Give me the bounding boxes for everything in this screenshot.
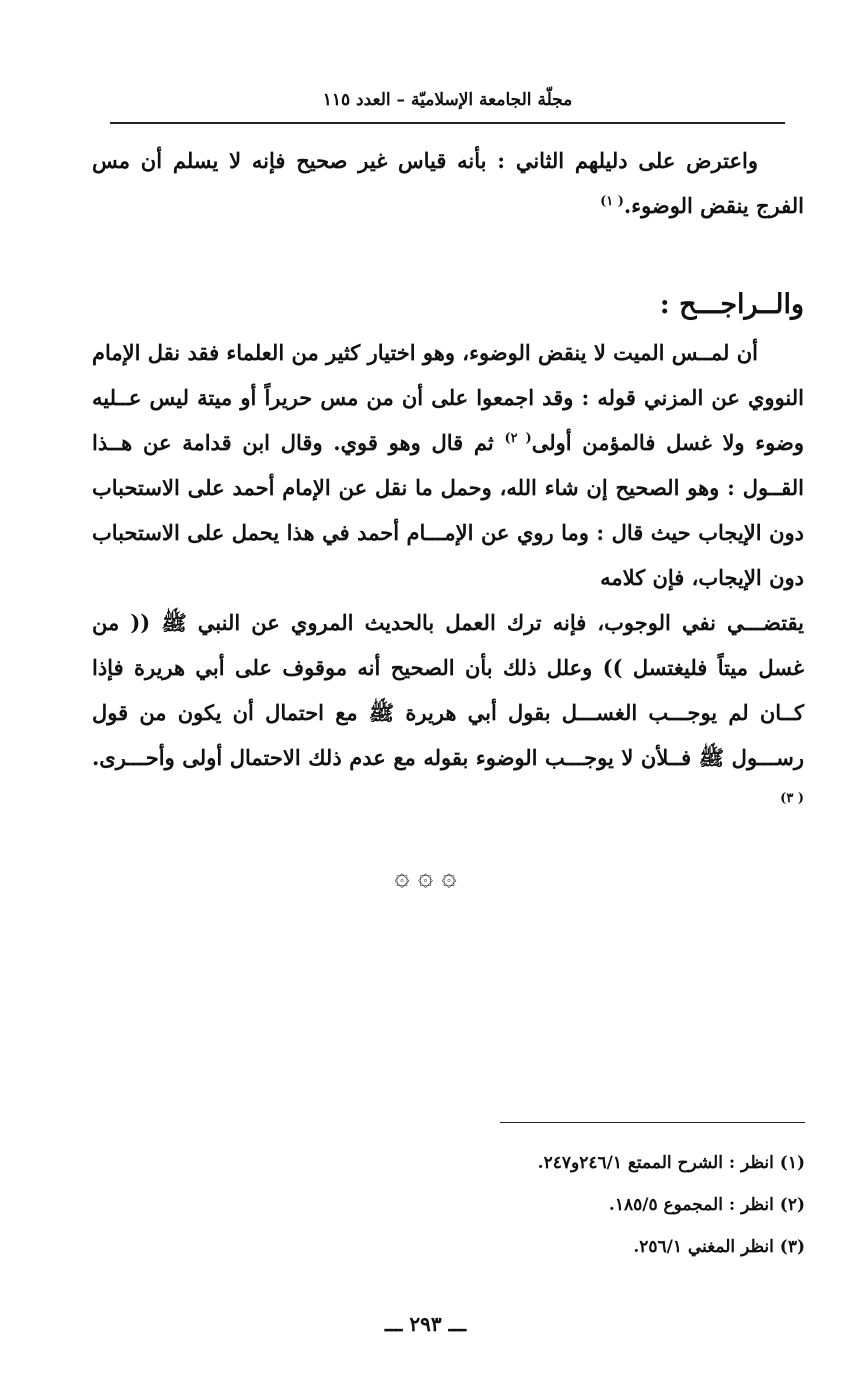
section-end-ornaments: ۞ ۞ ۞ [394, 862, 457, 892]
paragraph-objection-text: واعترض على دليلهم الثاني : بأنه قياس غير صحيح فإنه لا يسلم أن مس الفرج ينقض الوضوء. [92, 148, 804, 218]
footnote-ref-3: ( ٣) [780, 791, 804, 806]
paragraph-preponderant-text-b: ثم قال وهو قوي. وقال ابن قدامة عن هــذا القــول : وهو الصحيح إن شاء الله، وحمل ما نقل عن الإمام أحمد على الاستحباب دون الإيجاب حيث قال : وما روي عن الإمـــام أحمد في هذا يحمل على الاستحباب دون الإيجاب، فإن كلامه [92, 430, 804, 590]
footnote-3: (٣) انظر المغني ٢٥٦/١. [633, 1237, 805, 1257]
paragraph-continuation-text: يقتضـــي نفي الوجوب، فإنه ترك العمل بالحديث المروي عن النبي ﷺ (( من غسل ميتاً فليغتسل )) وعلل ذلك بأن الصحيح أنه موقوف على أبي هريرة فإذا كــان لم يوجـــب الغســـل بقول أبي هريرة ﷺ مع احتمال أن يكون من قول رســـول ﷺ فــلأن لا يوجـــب الوضوء بقوله مع عدم ذلك الاحتمال أولى وأحـــرى. [92, 610, 804, 770]
footnotes [300, 1142, 805, 1268]
footnote-divider [500, 1122, 805, 1123]
paragraph-objection [92, 138, 804, 228]
footnote-1: (١) انظر : الشرح الممتع ٢٤٦/١و٢٤٧. [537, 1153, 805, 1173]
section-heading: والــراجـــح : [659, 289, 804, 320]
paragraph-continuation [92, 600, 804, 825]
header-divider [110, 122, 785, 124]
paragraph-preponderant-text-a: أن لمــس الميت لا ينقض الوضوء، وهو اختيار كثير من العلماء فقد نقل الإمام النووي عن المزني قوله : وقد اجمعوا على أن من مس حريراً أو ميتة ليس عــليه وضوء ولا غسل فالمؤمن أولى [91, 340, 804, 455]
paragraph-preponderant [92, 330, 804, 600]
footnote-ref-2: ( ٢) [504, 431, 532, 446]
page-number: ـــ ٢٩٣ ـــ [384, 1312, 467, 1336]
journal-header: مجلّة الجامعة الإسلاميّة – العدد ١١٥ [322, 90, 573, 110]
main-text [92, 138, 804, 825]
footnote-ref-1: ( ١) [600, 194, 624, 209]
footnote-2: (٢) انظر : المجموع ١٨٥/٥. [608, 1195, 805, 1215]
